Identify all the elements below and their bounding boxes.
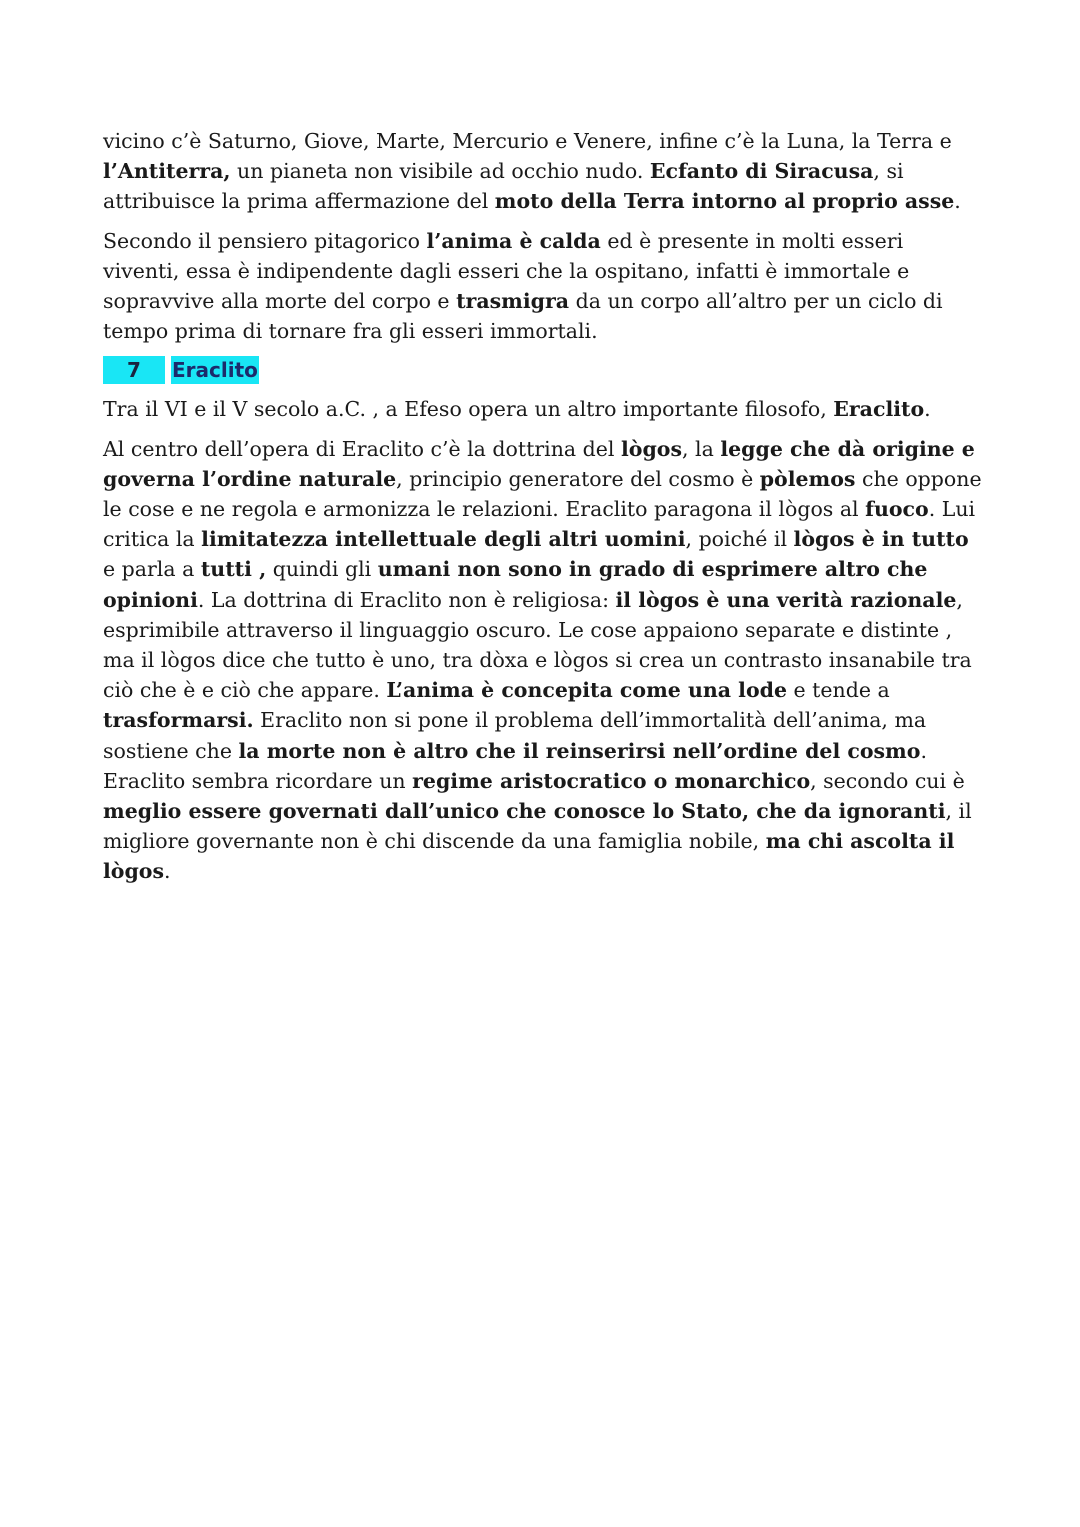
bold-text: limitatezza intellettuale degli altri uomini (201, 527, 686, 552)
text-run: e parla a (103, 557, 201, 582)
bold-text: moto della Terra intorno al proprio asse (494, 189, 955, 214)
text-run: , il migliore governante non è chi discende da una famiglia nobile, (103, 799, 972, 854)
bold-text: tutti , (200, 557, 267, 582)
text-run: Al centro dell’opera di Eraclito c’è la dottrina del (103, 436, 621, 461)
text-run: Secondo il pensiero pitagorico (103, 228, 427, 253)
text-run: . Eraclito sembra ricordare un (103, 738, 927, 793)
bold-text: il lògos è una verità razionale (615, 587, 957, 612)
bold-text: L’anima è concepita come una lode (386, 678, 788, 703)
paragraph-heraclitus-intro (103, 394, 983, 424)
bold-text: lògos è in tutto (793, 527, 969, 552)
bold-text: pòlemos (759, 466, 856, 491)
bold-text: trasmigra (456, 289, 570, 314)
text-run: . La dottrina di Eraclito non è religiosa: (197, 587, 616, 612)
text-run: , esprimibile attraverso il linguaggio oscuro. Le cose appaiono separate e distinte , ma il lògos dice che tutto è uno, tra dòxa e lògos si crea un contrasto insanabile tra ciò che è e ciò che appare. (103, 587, 972, 703)
text-run: . (164, 859, 171, 884)
bold-text: meglio essere governati dall’unico che conosce lo Stato, che da ignoranti (103, 799, 946, 824)
text-run: quindi gli (266, 557, 378, 582)
bold-text: l’Antiterra, (103, 159, 231, 184)
paragraph-pythagorean-soul (103, 226, 983, 347)
text-run: e tende a (787, 678, 890, 703)
text-run: Eraclito non si pone il problema dell’immortalità dell’anima, ma sostiene che (103, 708, 927, 763)
bold-text: la morte non è altro che il reinserirsi nell’ordine del cosmo (238, 738, 921, 763)
text-run: . Lui critica la (103, 497, 976, 552)
bold-text: Ecfanto di Siracusa (649, 159, 874, 184)
text-run: , principio generatore del cosmo è (396, 466, 760, 491)
bold-text: Eraclito (833, 397, 925, 422)
bold-text: regime aristocratico o monarchico (412, 768, 811, 793)
text-run: vicino c’è Saturno, Giove, Marte, Mercurio e Venere, infine c’è la Luna, la Terra e (103, 129, 952, 153)
bold-text: lògos (621, 436, 683, 461)
paragraph-heraclitus-logos (103, 434, 983, 887)
bold-text: trasformarsi. (103, 708, 254, 733)
text-run: , poiché il (685, 527, 794, 552)
section-heading (103, 355, 983, 385)
text-run: Tra il VI e il V secolo a.C. , a Efeso opera un altro importante filosofo, (103, 397, 834, 422)
bold-text: fuoco (865, 497, 929, 522)
text-run: ed è presente in molti esseri viventi, essa è indipendente dagli esseri che la ospitano, infatti è immortale e sopravvive alla morte del corpo e (103, 228, 910, 314)
paragraph-planets (103, 126, 983, 217)
text-run: , si attribuisce la prima affermazione del (103, 159, 904, 214)
text-run: . (924, 397, 931, 422)
document-body (103, 126, 983, 896)
bold-text: ma chi ascolta il lògos (103, 829, 955, 884)
text-run: , la (682, 436, 721, 461)
section-title: Eraclito (172, 358, 258, 383)
text-run: un pianeta non visibile ad occhio nudo. (230, 159, 650, 184)
section-number: 7 (103, 356, 165, 384)
text-run: da un corpo all’altro per un ciclo di tempo prima di tornare fra gli esseri immortali. (103, 289, 943, 344)
bold-text: l’anima è calda (426, 228, 601, 253)
bold-text: legge che dà origine e governa l’ordine naturale (103, 436, 975, 491)
text-run: che oppone le cose e ne regola e armonizza le relazioni. Eraclito paragona il lògos al (103, 466, 982, 522)
text-run: . (954, 189, 961, 214)
text-run: , secondo cui è (810, 768, 965, 793)
bold-text: umani non sono in grado di esprimere altro che opinioni (103, 557, 928, 612)
